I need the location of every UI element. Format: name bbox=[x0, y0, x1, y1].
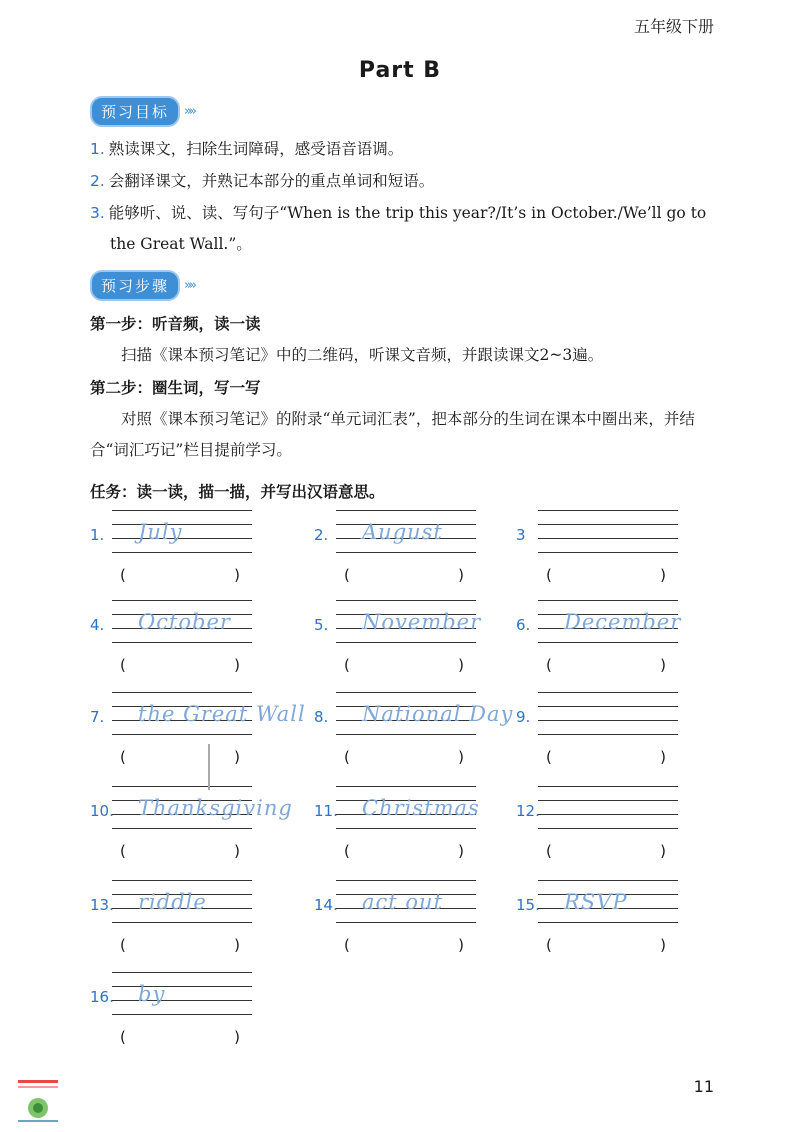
step1-title: 第一步：听音频，读一读 bbox=[90, 315, 261, 333]
goal-number: 3. bbox=[90, 204, 105, 222]
vocab-item bbox=[90, 786, 293, 876]
traced-word: the Great Wall bbox=[138, 702, 306, 726]
meaning-answer-blank[interactable] bbox=[344, 566, 464, 584]
goal-3 bbox=[90, 198, 720, 260]
meaning-answer-blank[interactable] bbox=[546, 656, 666, 674]
chevron-arrows-icon: »» bbox=[184, 104, 194, 119]
open-paren: ( bbox=[120, 936, 126, 954]
close-paren: ) bbox=[458, 656, 464, 674]
item-number: 8. bbox=[314, 708, 329, 726]
page-number: 11 bbox=[693, 1077, 714, 1096]
meaning-answer-blank[interactable] bbox=[546, 936, 666, 954]
steps-badge-label: 预习步骤 bbox=[90, 270, 180, 301]
writing-lines[interactable] bbox=[112, 880, 252, 924]
open-paren: ( bbox=[546, 748, 552, 766]
writing-lines[interactable] bbox=[112, 510, 252, 554]
vocab-item bbox=[90, 510, 290, 600]
meaning-answer-blank[interactable] bbox=[120, 566, 240, 584]
close-paren: ) bbox=[234, 566, 240, 584]
goal-text-continued: the Great Wall.”。 bbox=[110, 235, 252, 253]
vocab-item bbox=[314, 692, 514, 782]
writing-lines[interactable] bbox=[336, 600, 482, 644]
vocab-item bbox=[314, 600, 514, 690]
pencil-mark bbox=[208, 744, 210, 790]
publisher-logo bbox=[16, 1078, 60, 1124]
goals-badge-label: 预习目标 bbox=[90, 96, 180, 127]
traced-word: August bbox=[362, 520, 443, 544]
goals-badge bbox=[90, 96, 194, 127]
open-paren: ( bbox=[546, 936, 552, 954]
step1-text: 扫描《课本预习笔记》中的二维码，听课文音频，并跟读课文2~3遍。 bbox=[121, 346, 604, 364]
open-paren: ( bbox=[120, 1028, 126, 1046]
vocab-item bbox=[90, 972, 290, 1062]
vocab-item bbox=[314, 786, 514, 876]
meaning-answer-blank[interactable] bbox=[546, 748, 666, 766]
traced-word: October bbox=[138, 610, 231, 634]
traced-word: act out bbox=[362, 890, 444, 914]
vocab-item bbox=[90, 600, 290, 690]
item-number: 12. bbox=[516, 802, 540, 820]
vocab-item bbox=[314, 510, 514, 600]
meaning-answer-blank[interactable] bbox=[120, 656, 240, 674]
close-paren: ) bbox=[234, 842, 240, 860]
item-number: 6. bbox=[516, 616, 531, 634]
step2-title: 第二步：圈生词，写一写 bbox=[90, 379, 261, 397]
goal-text: 能够听、说、读、写句子“When is the trip this year?/It’s in October./We’ll go to bbox=[108, 204, 707, 222]
open-paren: ( bbox=[120, 748, 126, 766]
traced-word: November bbox=[362, 610, 482, 634]
meaning-answer-blank[interactable] bbox=[120, 936, 240, 954]
open-paren: ( bbox=[120, 656, 126, 674]
item-number: 16. bbox=[90, 988, 114, 1006]
vocab-item bbox=[90, 692, 306, 782]
writing-lines[interactable] bbox=[336, 880, 476, 924]
vocab-item bbox=[516, 880, 716, 970]
item-number: 11. bbox=[314, 802, 338, 820]
task-title: 任务：读一读，描一描，并写出汉语意思。 bbox=[90, 483, 385, 501]
close-paren: ) bbox=[660, 842, 666, 860]
open-paren: ( bbox=[344, 748, 350, 766]
meaning-answer-blank[interactable] bbox=[120, 842, 240, 860]
goal-text: 会翻译课文，并熟记本部分的重点单词和短语。 bbox=[108, 172, 435, 190]
item-number: 1. bbox=[90, 526, 105, 544]
close-paren: ) bbox=[234, 656, 240, 674]
item-number: 14. bbox=[314, 896, 338, 914]
item-number: 2. bbox=[314, 526, 329, 544]
meaning-answer-blank[interactable] bbox=[344, 936, 464, 954]
meaning-answer-blank[interactable] bbox=[120, 1028, 240, 1046]
meaning-answer-blank[interactable] bbox=[546, 842, 666, 860]
meaning-answer-blank[interactable] bbox=[120, 748, 240, 766]
goal-number: 2. bbox=[90, 172, 105, 190]
writing-lines[interactable] bbox=[538, 880, 678, 924]
writing-lines[interactable] bbox=[112, 692, 306, 736]
open-paren: ( bbox=[120, 842, 126, 860]
item-number: 5. bbox=[314, 616, 329, 634]
goal-text: 熟读课文，扫除生词障碍，感受语音语调。 bbox=[108, 140, 404, 158]
close-paren: ) bbox=[458, 748, 464, 766]
close-paren: ) bbox=[660, 748, 666, 766]
writing-lines[interactable] bbox=[538, 510, 678, 554]
writing-lines[interactable] bbox=[538, 692, 678, 736]
chevron-arrows-icon: »» bbox=[184, 278, 194, 293]
writing-lines[interactable] bbox=[336, 692, 514, 736]
goal-number: 1. bbox=[90, 140, 105, 158]
writing-lines[interactable] bbox=[336, 786, 480, 830]
vocab-item bbox=[516, 786, 716, 876]
vocab-item bbox=[516, 600, 716, 690]
item-number: 4. bbox=[90, 616, 105, 634]
writing-lines[interactable] bbox=[538, 786, 678, 830]
page-title: Part B bbox=[358, 58, 442, 83]
writing-lines[interactable] bbox=[112, 786, 293, 830]
close-paren: ) bbox=[660, 656, 666, 674]
step2-text: 对照《课本预习笔记》的附录“单元词汇表”，把本部分的生词在课本中圈出来，并结合“词汇巧记”栏目提前学习。 bbox=[90, 410, 695, 459]
open-paren: ( bbox=[344, 842, 350, 860]
writing-lines[interactable] bbox=[112, 972, 252, 1016]
close-paren: ) bbox=[660, 936, 666, 954]
goal-1 bbox=[90, 134, 720, 165]
traced-word: July bbox=[138, 520, 183, 544]
item-number: 9. bbox=[516, 708, 531, 726]
close-paren: ) bbox=[458, 842, 464, 860]
item-number: 10. bbox=[90, 802, 114, 820]
traced-word: National Day bbox=[362, 702, 514, 726]
meaning-answer-blank[interactable] bbox=[344, 748, 464, 766]
open-paren: ( bbox=[546, 656, 552, 674]
writing-lines[interactable] bbox=[336, 510, 476, 554]
traced-word: riddle bbox=[138, 890, 207, 914]
vocab-item bbox=[314, 880, 514, 970]
logo-icon bbox=[16, 1078, 60, 1124]
traced-word: December bbox=[564, 610, 682, 634]
traced-word: RSVP bbox=[564, 890, 628, 914]
vocab-item bbox=[516, 510, 716, 600]
goal-2 bbox=[90, 166, 720, 197]
open-paren: ( bbox=[344, 656, 350, 674]
steps-badge bbox=[90, 270, 194, 301]
meaning-answer-blank[interactable] bbox=[344, 656, 464, 674]
open-paren: ( bbox=[546, 842, 552, 860]
close-paren: ) bbox=[660, 566, 666, 584]
grade-label: 五年级下册 bbox=[633, 17, 714, 36]
vocab-item bbox=[90, 880, 290, 970]
close-paren: ) bbox=[234, 936, 240, 954]
traced-word: Thanksgiving bbox=[138, 796, 293, 820]
writing-lines[interactable] bbox=[538, 600, 682, 644]
item-number: 13. bbox=[90, 896, 114, 914]
vocab-item bbox=[516, 692, 716, 782]
open-paren: ( bbox=[344, 566, 350, 584]
open-paren: ( bbox=[120, 566, 126, 584]
close-paren: ) bbox=[234, 748, 240, 766]
traced-word: Christmas bbox=[362, 796, 480, 820]
close-paren: ) bbox=[458, 566, 464, 584]
open-paren: ( bbox=[344, 936, 350, 954]
writing-lines[interactable] bbox=[112, 600, 252, 644]
meaning-answer-blank[interactable] bbox=[546, 566, 666, 584]
traced-word: by bbox=[138, 982, 166, 1006]
item-number: 15. bbox=[516, 896, 540, 914]
open-paren: ( bbox=[546, 566, 552, 584]
meaning-answer-blank[interactable] bbox=[344, 842, 464, 860]
item-number: 3 bbox=[516, 526, 526, 544]
close-paren: ) bbox=[234, 1028, 240, 1046]
close-paren: ) bbox=[458, 936, 464, 954]
item-number: 7. bbox=[90, 708, 105, 726]
